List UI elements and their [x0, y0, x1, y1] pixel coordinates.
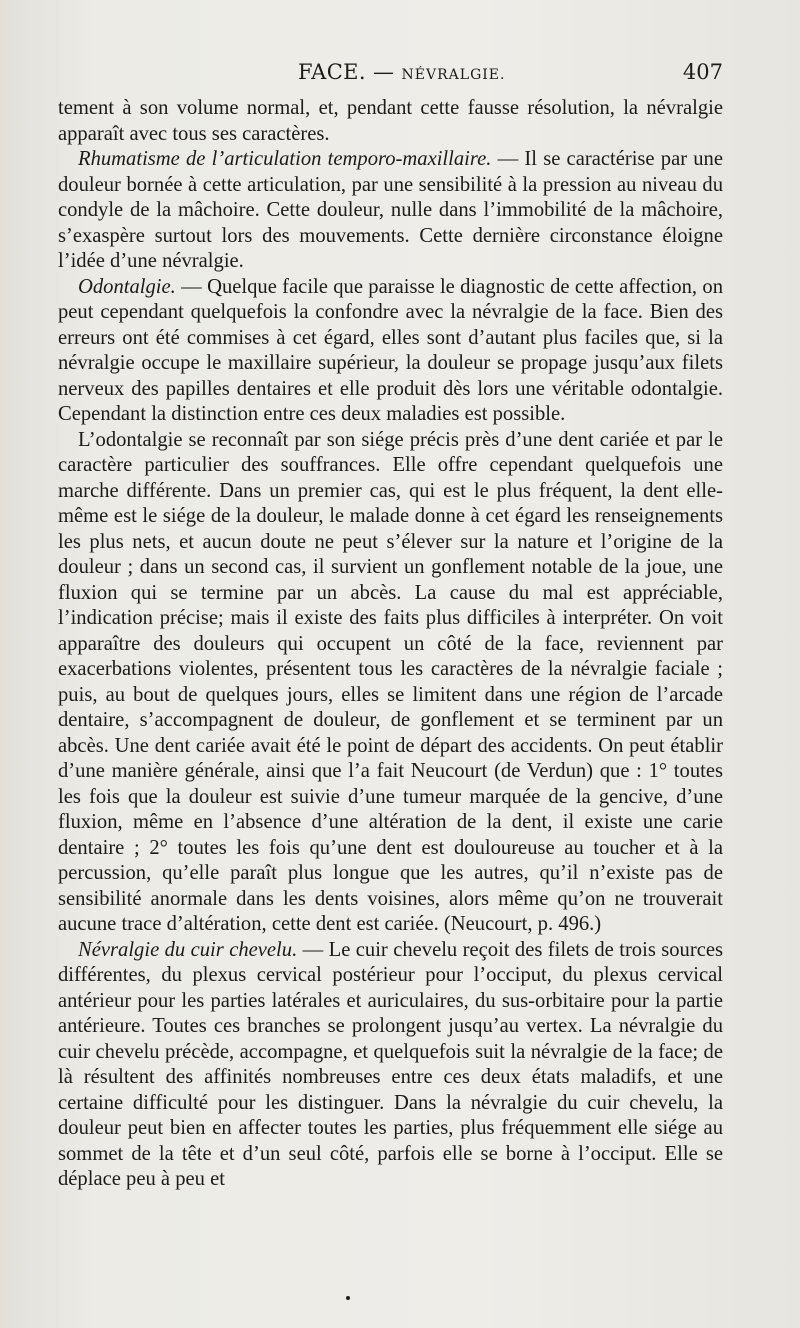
running-head-small: NÉVRALGIE. [401, 67, 506, 83]
paragraph-continuation [58, 96, 723, 147]
running-head-main: FACE. — [298, 60, 402, 84]
running-head [298, 60, 505, 84]
paragraph-text: tement à son volume normal, et, pendant cette fausse résolution, la névralgie apparaît avec tous ses caractères. [58, 97, 723, 145]
paragraph-cuir-chevelu [58, 938, 723, 1193]
section-heading-cuir-chevelu: Névralgie du cuir chevelu. [78, 938, 298, 961]
paragraph-odontalgie [58, 275, 723, 428]
ink-speck [346, 1296, 350, 1300]
paragraph-rhumatisme [58, 147, 723, 275]
page-header [58, 60, 723, 92]
page-body [58, 96, 723, 1193]
paragraph-text: — Il se caractérise par une douleur bornée à cette articulation, par une sensibilité à la pression au niveau du condyle de la mâchoire. Cette douleur, nulle dans l’immobilité de la mâchoire, s’exaspère surtout lors des mouvements. Cette dernière circonstance éloigne l’idée d’une névralgie. [58, 148, 723, 272]
page-number: 407 [682, 60, 723, 84]
paragraph-odontalgie-diagnostic [58, 428, 723, 938]
paragraph-text: — Quelque facile que paraisse le diagnostic de cette affection, on peut cependant quelquefois la confondre avec la névralgie de la face. Bien des erreurs ont été commises à cet égard, elles sont d’autant plus faciles que, si la névralgie occupe le maxillaire supérieur, la douleur se propage jusqu’aux filets nerveux des papilles dentaires et elle produit dès lors une véritable odontalgie. Cependant la distinction entre ces deux maladies est possible. [58, 275, 723, 425]
section-heading-rhumatisme: Rhumatisme de l’articulation temporo-maxillaire. [78, 148, 492, 170]
paragraph-text: — Le cuir chevelu reçoit des filets de trois sources différentes, du plexus cervical postérieur pour l’occiput, du plexus cervical antérieur pour les parties latérales et auriculaires, du sus-orbitaire pour la partie antérieure. Toutes ces branches se prolongent jusqu’au vertex. La névralgie du cuir chevelu précède, accompagne, et quelquefois suit la névralgie de la face; de là résultent des affinités nombreuses entre ces deux états maladifs, et une certaine difficulté pour les distinguer. Dans la névralgie du cuir chevelu, la douleur peut bien en affecter toutes les parties, plus fréquemment elle siége au sommet de la tête et d’un seul côté, parfois elle se borne à l’occiput. Elle se déplace peu à peu et [58, 938, 723, 1190]
section-heading-odontalgie: Odontalgie. [78, 275, 176, 298]
paragraph-text: L’odontalgie se reconnaît par son siége précis près d’une dent cariée et par le caractère particulier des souffrances. Elle offre cependant quelquefois une marche différente. Dans un premier cas, qui est le plus fréquent, la dent elle-même est le siége de la douleur, le malade donne à cet égard les renseignements les plus nets, et aucun doute ne peut s’élever sur la nature et l’origine de la douleur ; dans un second cas, il survient un gonflement notable de la joue, une fluxion qui se termine par un abcès. La cause du mal est appréciable, l’indication précise; mais il existe des faits plus difficiles à interpréter. On voit apparaître des douleurs qui occupent un côté de la face, reviennent par exacerbations violentes, présentent tous les caractères de la névralgie faciale ; puis, au bout de quelques jours, elles se limitent dans une région de l’arcade dentaire, s’accompagnent de douleur, de gonflement et se terminent par un abcès. Une dent cariée avait été le point de départ des accidents. On peut établir d’une manière générale, ainsi que l’a fait Neucourt (de Verdun) que : 1° toutes les fois que la douleur est suivie d’une tumeur marquée de la gencive, d’une fluxion, même en l’absence d’une altération de la dent, il existe une carie dentaire ; 2° toutes les fois qu’une dent est douloureuse au toucher et à la percussion, qu’elle paraît plus longue que les autres, qu’il n’existe pas de sensibilité anormale dans les dents voisines, alors même qu’on ne trouverait aucune trace d’altération, cette dent est cariée. (Neucourt, p. 496.) [58, 428, 723, 935]
